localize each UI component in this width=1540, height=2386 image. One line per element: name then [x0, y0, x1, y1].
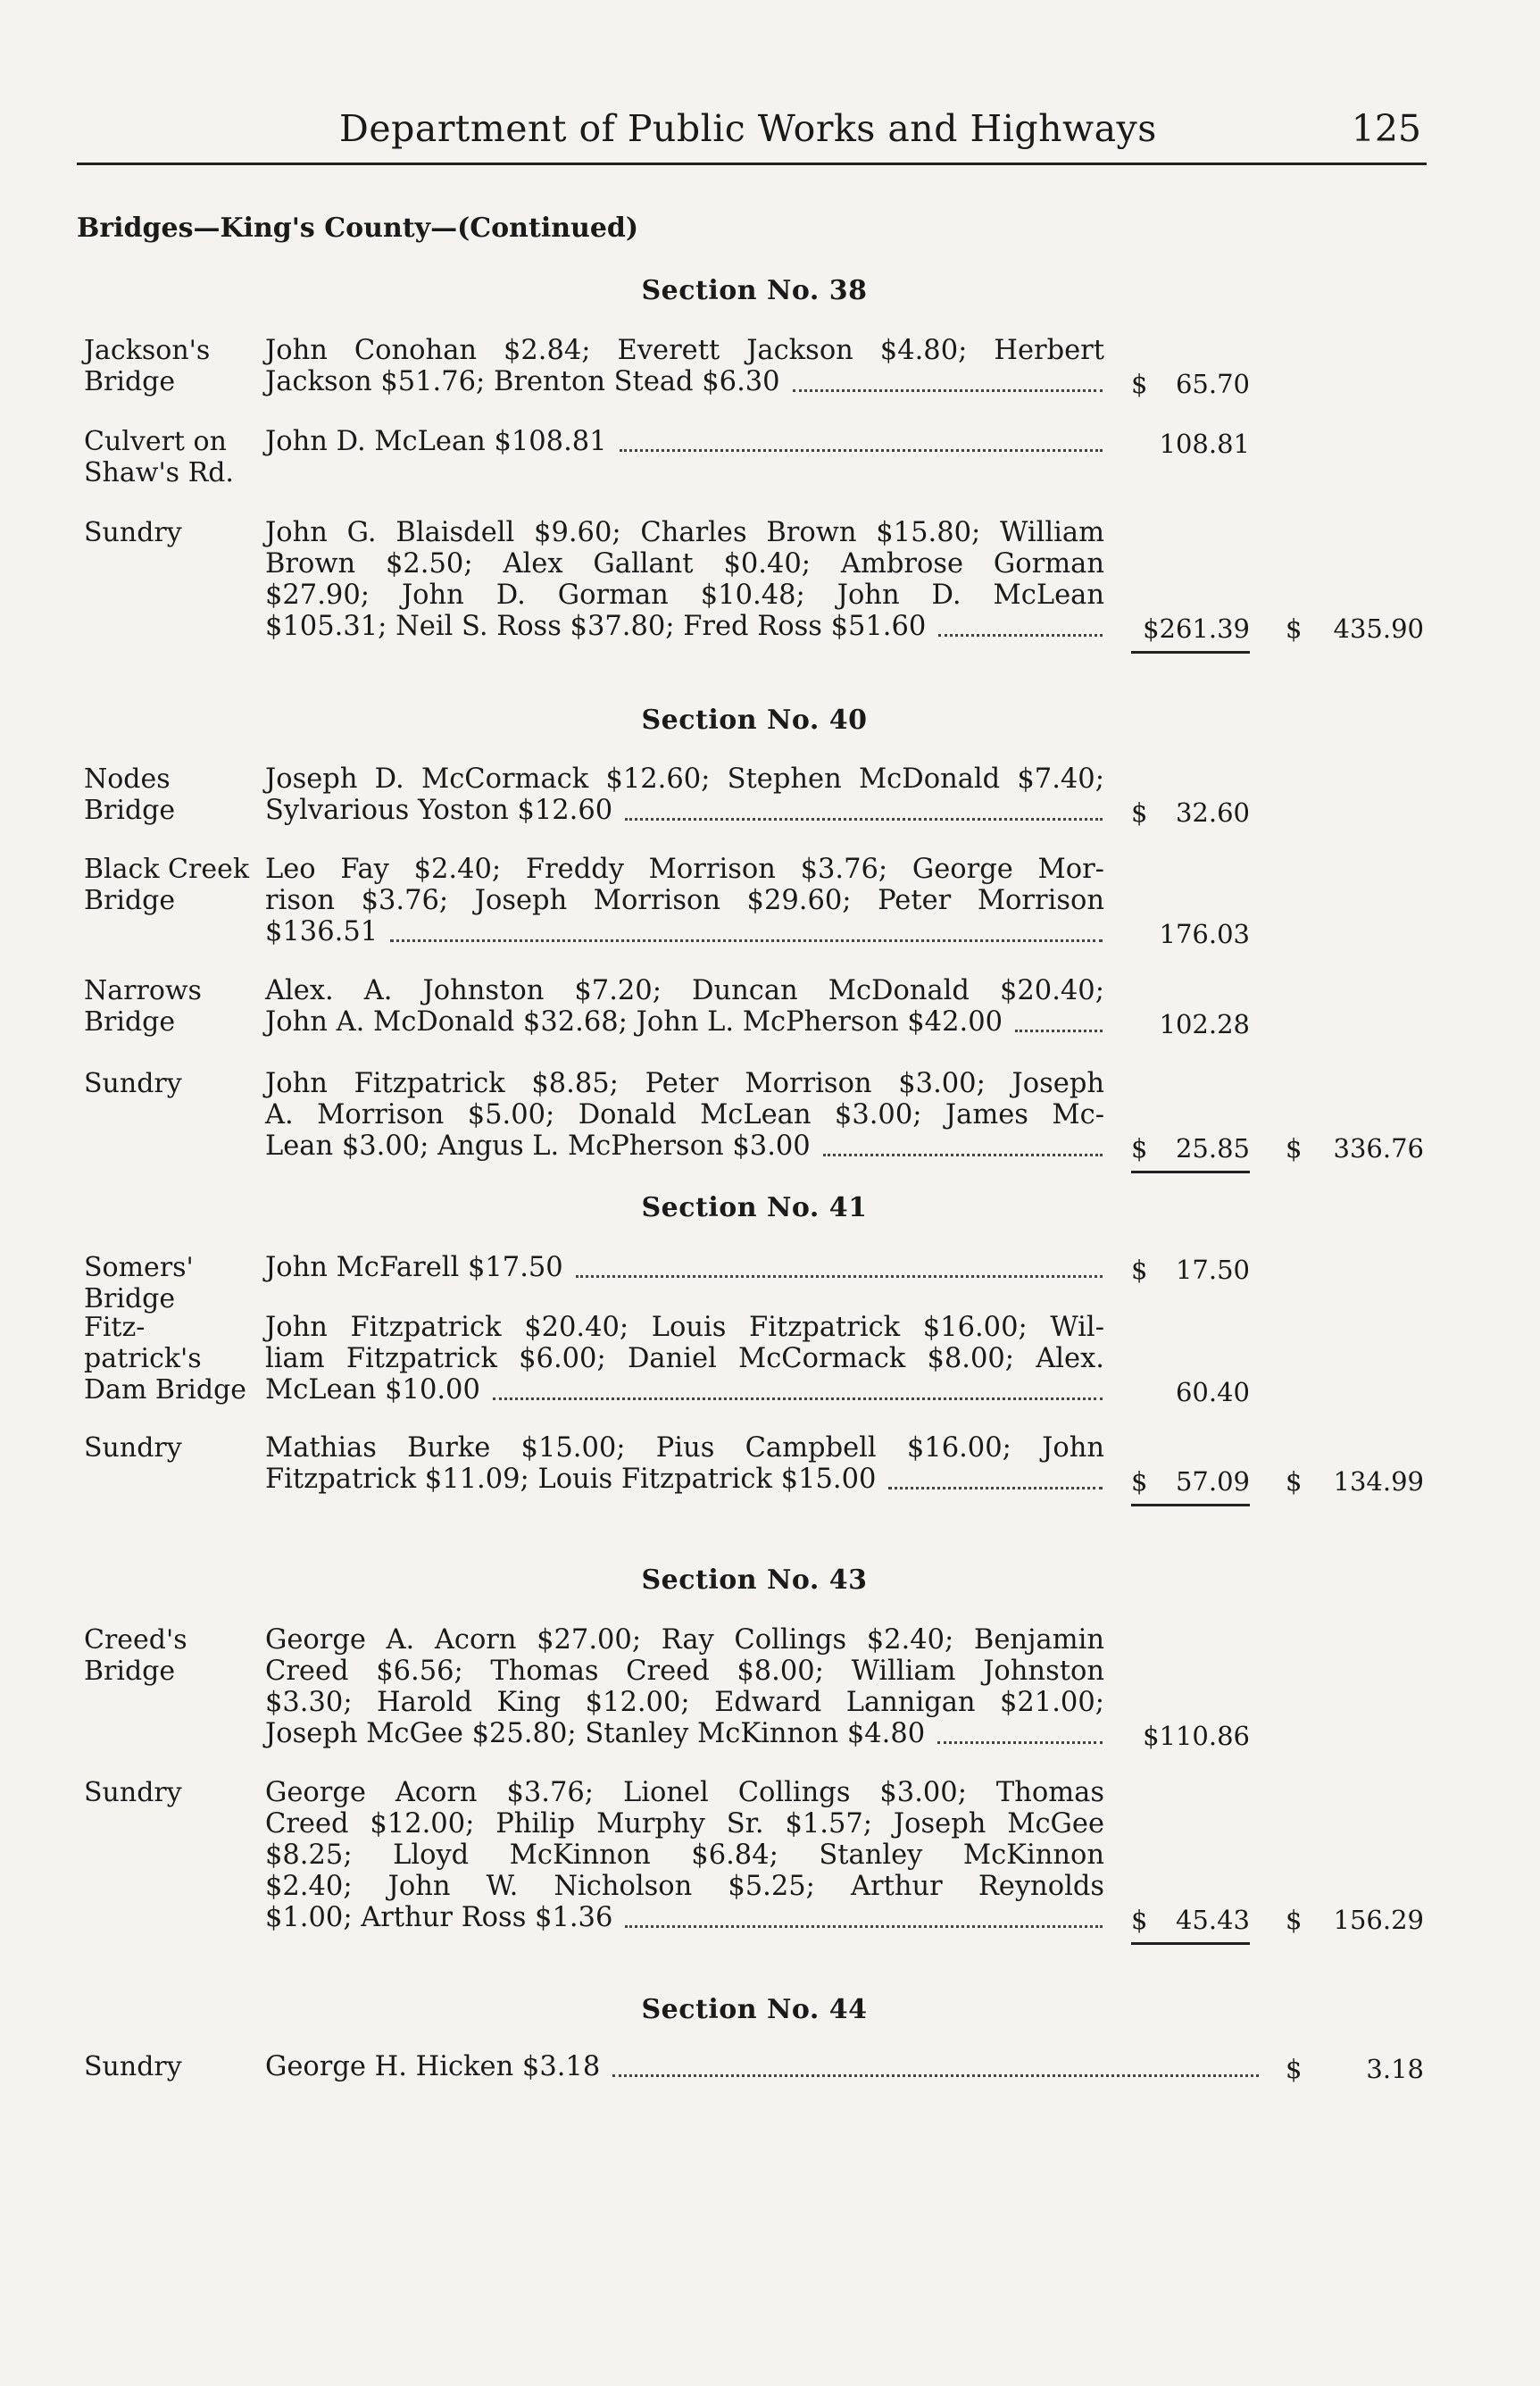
entry-text-line: $136.51	[265, 916, 379, 947]
dotted-leader	[888, 1481, 1103, 1489]
entry-label-line: Dam Bridge	[84, 1374, 247, 1406]
entry-text-line: $27.90; John D. Gorman $10.48; John D. McLean	[265, 580, 1104, 611]
entry-text-line: John Fitzpatrick $20.40; Louis Fitzpatrick $16.00; Wil-	[265, 1312, 1104, 1343]
entry-label	[84, 335, 262, 397]
entry-text-line: Joseph McGee $25.80; Stanley McKinnon $4.80	[265, 1718, 926, 1749]
entry-text-line: $3.30; Harold King $12.00; Edward Lannigan $21.00;	[265, 1687, 1104, 1718]
section-total: 3.18	[1366, 2054, 1424, 2084]
entry-text-line: George H. Hicken $3.18	[265, 2051, 601, 2082]
entry-text-line: Mathias Burke $15.00; Pius Campbell $16.00; John	[265, 1432, 1104, 1464]
total-dollar-sign: $	[1286, 2054, 1303, 2084]
entry-text	[265, 1252, 1104, 1283]
section-total: 336.76	[1333, 1133, 1424, 1164]
entry-text	[265, 1624, 1104, 1749]
entry-label	[84, 1432, 262, 1464]
entry-amount: 176.03	[1159, 919, 1250, 949]
page-number: 125	[1351, 107, 1421, 150]
entry-label-line: Bridge	[84, 1006, 176, 1038]
entry-label	[84, 763, 262, 826]
entry-text-line: George A. Acorn $27.00; Ray Collings $2.40; Benjamin	[265, 1624, 1104, 1656]
entry-label	[84, 1777, 262, 1808]
subtotal-rule	[1131, 1942, 1250, 1945]
entry-text-line: McLean $10.00	[265, 1374, 480, 1406]
entry-label-line: Bridge	[84, 1656, 176, 1687]
section-title: Section No. 41	[641, 1192, 868, 1223]
total-dollar-sign: $	[1286, 613, 1303, 644]
dollar-sign: $	[1131, 1255, 1148, 1285]
entry-text-line: liam Fitzpatrick $6.00; Daniel McCormack $8.00; Alex.	[265, 1343, 1104, 1374]
entry-label-line: Shaw's Rd.	[84, 457, 234, 488]
entry-text	[265, 517, 1104, 642]
entry-text-line: Fitzpatrick $11.09; Louis Fitzpatrick $15.00	[265, 1464, 877, 1495]
entry-text-line: $2.40; John W. Nicholson $5.25; Arthur Reynolds	[265, 1871, 1104, 1902]
entry-label	[84, 426, 262, 488]
entry-label-line: Somers'	[84, 1252, 194, 1283]
entry-text-line: Creed $6.56; Thomas Creed $8.00; William Johnston	[265, 1656, 1104, 1687]
total-dollar-sign: $	[1286, 1905, 1303, 1935]
entry-label-line: Bridge	[84, 1283, 176, 1314]
entry-text-line: Joseph D. McCormack $12.60; Stephen McDonald $7.40;	[265, 763, 1104, 795]
dotted-leader	[823, 1148, 1103, 1156]
section-total: 156.29	[1333, 1905, 1424, 1935]
entry-text-line: Sylvarious Yoston $12.60	[265, 795, 613, 826]
section-total: 134.99	[1333, 1466, 1424, 1497]
dollar-sign: $	[1131, 369, 1148, 399]
entry-amount: 57.09	[1175, 1466, 1250, 1497]
entry-label-line: Sundry	[84, 1777, 182, 1808]
subtotal-rule	[1131, 1171, 1250, 1173]
entry-text-line: John A. McDonald $32.68; John L. McPherson $42.00	[265, 1006, 1003, 1038]
entry-label-line: Fitz-	[84, 1312, 146, 1343]
subtotal-rule	[1131, 651, 1250, 654]
entry-label-line: Bridge	[84, 885, 176, 916]
chapter-heading: Bridges—King's County—(Continued)	[77, 213, 639, 244]
total-dollar-sign: $	[1286, 1133, 1303, 1164]
entry-text	[265, 2051, 1104, 2082]
subtotal-rule	[1131, 1504, 1250, 1506]
entry-text-line: Jackson $51.76; Brenton Stead $6.30	[265, 366, 780, 397]
entry-amount: 65.70	[1175, 369, 1250, 399]
dollar-sign: $	[1131, 1905, 1148, 1935]
entry-amount: 60.40	[1175, 1377, 1250, 1407]
dotted-leader	[793, 384, 1103, 392]
entry-text-line: rison $3.76; Joseph Morrison $29.60; Peter Morrison	[265, 885, 1104, 916]
page-header-title: Department of Public Works and Highways	[339, 107, 1157, 150]
entry-amount: 108.81	[1159, 429, 1250, 459]
entry-label	[84, 1068, 262, 1099]
entry-amount: $261.39	[1143, 613, 1250, 644]
dollar-sign: $	[1131, 1133, 1148, 1164]
entry-text	[265, 975, 1104, 1038]
entry-text-line: Creed $12.00; Philip Murphy Sr. $1.57; Joseph McGee	[265, 1808, 1104, 1840]
dollar-sign: $	[1131, 1466, 1148, 1497]
entry-amount: 32.60	[1175, 797, 1250, 828]
entry-label-line: Bridge	[84, 795, 176, 826]
entry-text-line: John Fitzpatrick $8.85; Peter Morrison $3.00; Joseph	[265, 1068, 1104, 1099]
entry-label-line: Creed's	[84, 1624, 187, 1656]
entry-text-line: A. Morrison $5.00; Donald McLean $3.00; James Mc-	[265, 1099, 1104, 1130]
entry-label-line: Jackson's	[84, 335, 211, 366]
entry-text-line: Alex. A. Johnston $7.20; Duncan McDonald $20.40;	[265, 975, 1104, 1006]
entry-label-line: Sundry	[84, 2051, 182, 2082]
dotted-leader	[937, 1736, 1103, 1744]
entry-text-line: John Conohan $2.84; Everett Jackson $4.80; Herbert	[265, 335, 1104, 366]
entry-label-line: Culvert on	[84, 426, 227, 457]
dotted-leader	[620, 444, 1103, 452]
section-title: Section No. 38	[641, 275, 868, 306]
section-title: Section No. 43	[641, 1564, 868, 1596]
entry-amount: 17.50	[1175, 1255, 1250, 1285]
entry-label-line: Sundry	[84, 1068, 182, 1099]
entry-text-line: $105.31; Neil S. Ross $37.80; Fred Ross $51.60	[265, 611, 927, 642]
entry-text-line: Brown $2.50; Alex Gallant $0.40; Ambrose Gorman	[265, 548, 1104, 580]
section-total: 435.90	[1333, 613, 1424, 644]
dotted-leader	[493, 1392, 1103, 1400]
entry-amount: 25.85	[1175, 1133, 1250, 1164]
entry-label	[84, 1312, 262, 1406]
entry-label-line: Sundry	[84, 1432, 182, 1464]
section-title: Section No. 40	[641, 705, 868, 736]
entry-label	[84, 854, 262, 916]
entry-text-line: George Acorn $3.76; Lionel Collings $3.00; Thomas	[265, 1777, 1104, 1808]
dotted-leader	[938, 629, 1103, 637]
entry-label	[84, 517, 262, 548]
entry-amount: 45.43	[1175, 1905, 1250, 1935]
dotted-leader	[576, 1270, 1103, 1278]
entry-text-line: Lean $3.00; Angus L. McPherson $3.00	[265, 1130, 811, 1162]
entry-text-line: Leo Fay $2.40; Freddy Morrison $3.76; George Mor-	[265, 854, 1104, 885]
entry-label-line: Black Creek	[84, 854, 250, 885]
dotted-leader	[390, 934, 1103, 942]
entry-text-line: John McFarell $17.50	[265, 1252, 563, 1283]
header-rule	[77, 163, 1427, 165]
dotted-leader	[625, 813, 1103, 821]
entry-label-line: Narrows	[84, 975, 202, 1006]
entry-text-line: John D. McLean $108.81	[265, 426, 607, 457]
dotted-leader	[1015, 1024, 1103, 1032]
section-title: Section No. 44	[641, 1994, 868, 2025]
dollar-sign: $	[1131, 797, 1148, 828]
entry-text-line: $1.00; Arthur Ross $1.36	[265, 1902, 613, 1933]
dotted-leader	[612, 2069, 1259, 2077]
entry-label	[84, 1624, 262, 1687]
entry-label-line: Bridge	[84, 366, 176, 397]
entry-label	[84, 2051, 262, 2082]
entry-amount: 102.28	[1159, 1009, 1250, 1039]
dotted-leader	[625, 1920, 1103, 1928]
entry-text-line: $8.25; Lloyd McKinnon $6.84; Stanley McKinnon	[265, 1840, 1104, 1871]
entry-text-line: John G. Blaisdell $9.60; Charles Brown $15.80; William	[265, 517, 1104, 548]
total-dollar-sign: $	[1286, 1466, 1303, 1497]
entry-label	[84, 975, 262, 1038]
entry-text	[265, 1777, 1104, 1933]
entry-label-line: Sundry	[84, 517, 182, 548]
entry-label-line: patrick's	[84, 1343, 202, 1374]
entry-label-line: Nodes	[84, 763, 171, 795]
entry-text	[265, 426, 1104, 457]
entry-amount: $110.86	[1143, 1721, 1250, 1751]
entry-label	[84, 1252, 262, 1314]
